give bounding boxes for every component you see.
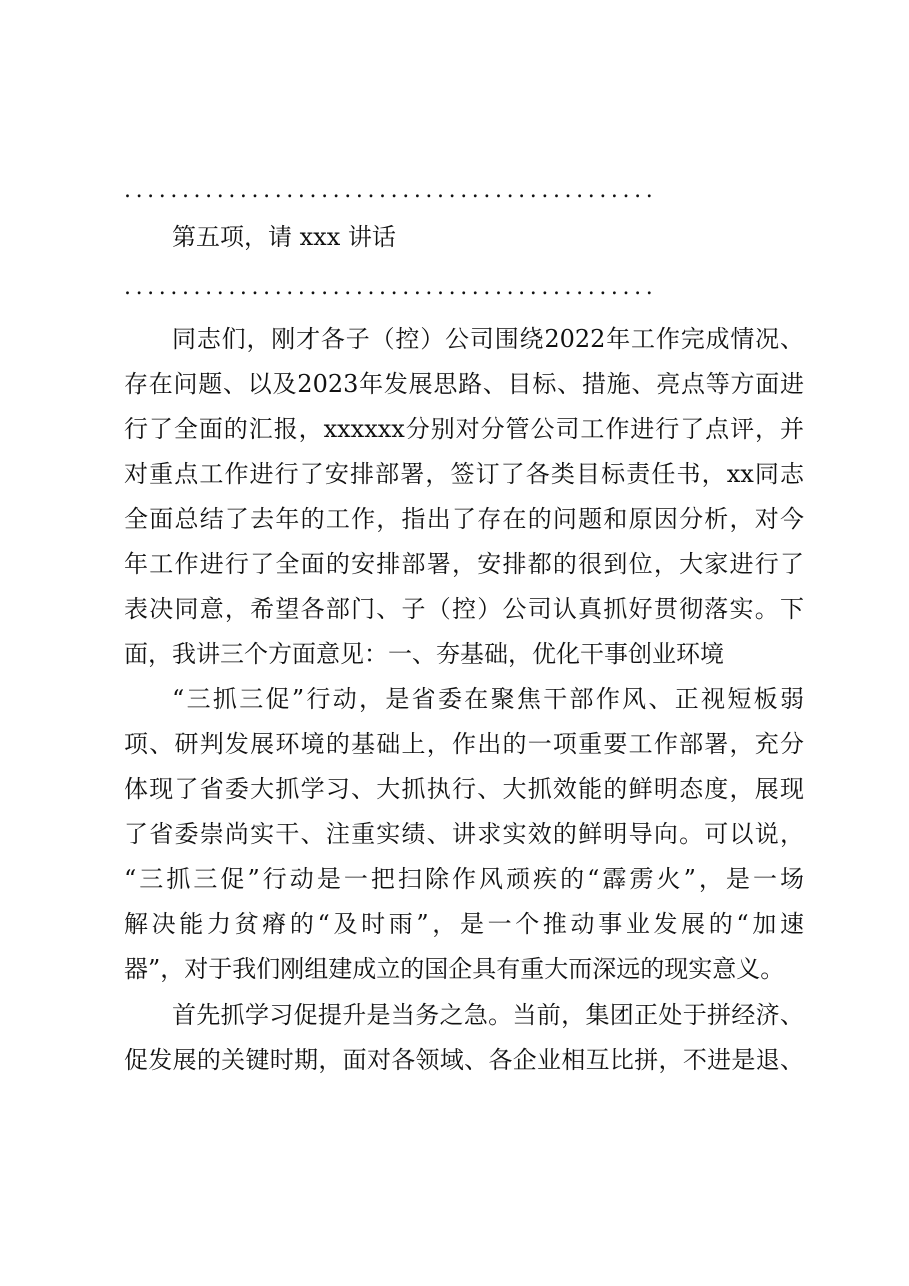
paragraph-line-8: 面，我讲三个方面意见：一、夯基础，优化干事创业环境 (124, 640, 724, 668)
paragraph-line-11: 体现了省委大抓学习、大抓执行、大抓效能的鲜明态度，展现 (124, 775, 804, 803)
paragraph-line-9: “三抓三促”行动，是省委在聚焦干部作风、正视短板弱 (172, 685, 804, 713)
paragraph-line-7: 表决同意，希望各部门、子（控）公司认真抓好贯彻落实。下 (124, 595, 804, 623)
paragraph-line-15: 器”，对于我们刚组建成立的国企具有重大而深远的现实意义。 (124, 955, 785, 983)
paragraph-line-14: 解决能力贫瘠的“及时雨”，是一个推动事业发展的“加速 (124, 910, 804, 938)
paragraph-line-13: “三抓三促”行动是一把扫除作风顽疾的“霹雳火”，是一场 (124, 865, 804, 893)
paragraph-line-5: 全面总结了去年的工作，指出了存在的问题和原因分析，对今 (124, 505, 804, 533)
paragraph-line-16: 首先抓学习促提升是当务之急。当前，集团正处于拼经济、 (172, 1001, 804, 1029)
paragraph-line-3: 行了全面的汇报，xxxxxx分别对分管公司工作进行了点评，并 (124, 415, 804, 443)
dotted-separator-1: .............................................. (124, 178, 658, 203)
paragraph-line-12: 了省委崇尚实干、注重实绩、讲求实效的鲜明导向。可以说， (124, 820, 804, 848)
paragraph-line-2: 存在问题、以及2023年发展思路、目标、措施、亮点等方面进 (124, 370, 804, 398)
paragraph-line-17: 促发展的关键时期，面对各领域、各企业相互比拼，不进是退、 (124, 1046, 804, 1074)
item-heading: 第五项，请 xxx 讲话 (172, 223, 396, 251)
paragraph-line-4: 对重点工作进行了安排部署，签订了各类目标责任书，xx同志 (124, 460, 804, 488)
paragraph-line-10: 项、研判发展环境的基础上，作出的一项重要工作部署，充分 (124, 730, 804, 758)
paragraph-line-6: 年工作进行了全面的安排部署，安排都的很到位，大家进行了 (124, 550, 804, 578)
paragraph-line-1: 同志们，刚才各子（控）公司围绕2022年工作完成情况、 (172, 325, 804, 353)
dotted-separator-2: .............................................. (124, 275, 658, 300)
